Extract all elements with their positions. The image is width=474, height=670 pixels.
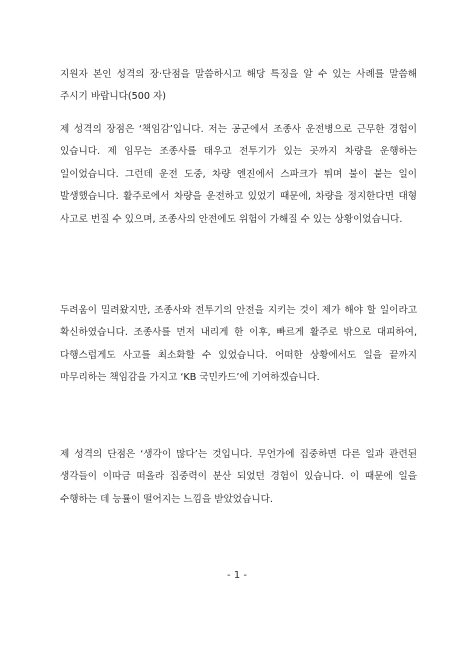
answer-paragraph-strength: 제 성격의 장점은 ‘책임감’입니다. 저는 공군에서 조종사 운전병으로 근무한 경험이 있습니다. 제 임무는 조종사를 태우고 전투기가 있는 곳까지 차량을 운행하는 일이었습니다. 그런데 운전 도중, 차량 엔진에서 스파크가 튀며 불이 붙는 일이 발생했습니다. 활주로에서 차량을 운전하고 있었기 때문에, 차량을 정지한다면 대형 사고로 번질 수 있으며, 조종사의 안전에도 위험이 가해질 수 있는 상황이었습니다. [60, 124, 417, 225]
answer-paragraph-weakness: 제 성격의 단점은 ‘생각이 많다’는 것입니다. 무언가에 집중하면 다른 일과 관련된 생각들이 이따금 떠올라 집중력이 분산 되었던 경험이 있습니다. 이 때문에 일을 수행하는 데 능률이 떨어지는 느낌을 받았었습니다. [60, 449, 417, 505]
page-number: - 1 - [227, 570, 247, 581]
question-text: 지원자 본인 성격의 장·단점을 말씀하시고 해당 특징을 알 수 있는 사례를 말씀해 주시기 바랍니다(500 자) [60, 69, 417, 103]
answer-paragraph-example: 두려움이 밀려왔지만, 조종사와 전투기의 안전을 지키는 것이 제가 해야 할 일이라고 확신하였습니다. 조종사를 먼저 내리게 한 이후, 빠르게 활주로 밖으로 대피하여, 다행스럽게도 사고를 최소화할 수 있었습니다. 어떠한 상황에서도 일을 끝까지 마무리하는 책임감을 가지고 ‘KB 국민카드’에 기여하겠습니다. [60, 305, 417, 384]
